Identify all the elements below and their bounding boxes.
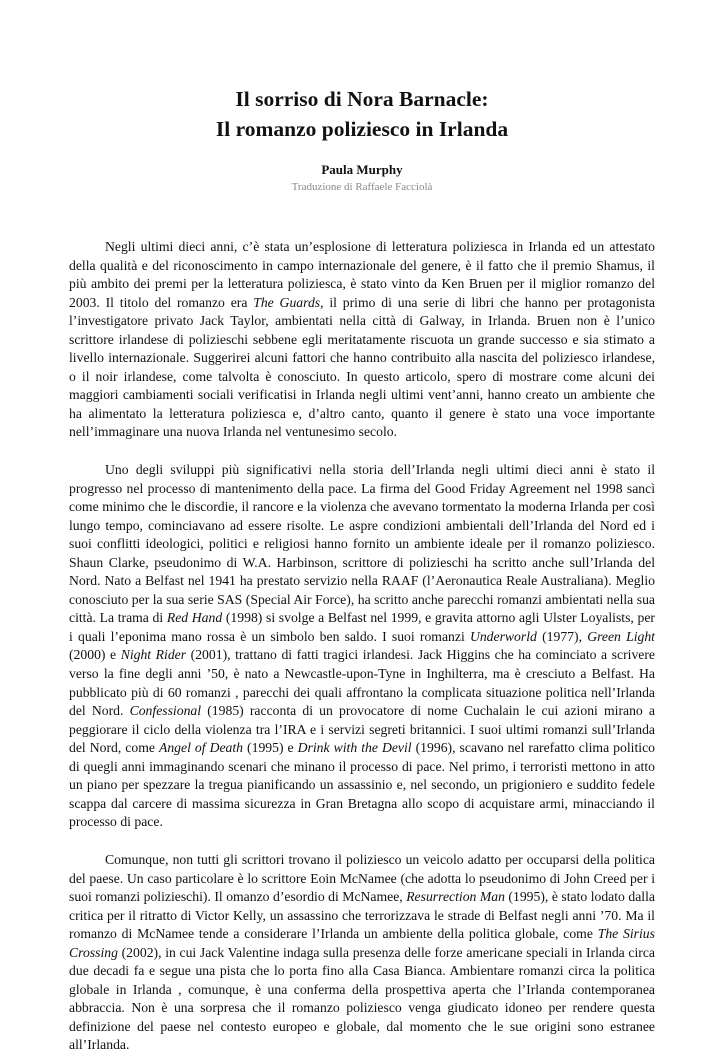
book-title: The Sirius Crossing [69,926,655,960]
article-title [69,84,655,144]
text-run: (1995) e [243,740,298,756]
text-run: (1995), è stato lodato dalla critica per il ritratto di Victor Kelly, un assassino che terrorizzava le strade di Belfast negli anni ’70. Ma il romanzo di McNamee tende a considerare l’Irlanda un ambiente della politica globale, come [69,889,655,942]
title-line-2: Il romanzo poliziesco in Irlanda [215,117,509,141]
text-run: (1998) si svolge a Belfast nel 1999, e gravita attorno agli Ulster Loyalists, per i quali l’eponima mano rossa è un simbolo ben saldo. I suoi romanzi [69,610,655,644]
book-title: Resurrection Man [406,889,505,905]
book-title: Night Rider [120,647,187,663]
book-title: Confessional [129,703,202,719]
text-run: Negli ultimi dieci anni, c’è stata un’esplosione di letteratura poliziesca in Irlanda ed un attestato della qualità e del riconoscimento in campo internazionale del genere, è il fatto che il premio Shamus, il più ambito dei premi per la letteratura poliziesca, è stato vinto da Ken Bruen per il miglior romanzo del 2003. Il titolo del romanzo era [69,239,655,310]
book-title: Angel of Death [158,740,244,756]
paragraph [69,238,655,442]
text-run: , il primo di una serie di libri che hanno per protagonista l’investigatore privato Jack Taylor, ambientati nella città di Galway, in Irlanda. Bruen non è l’unico scrittore irlandese di polizieschi sebbene egli meritatamente riscuota un grande successo e sia stimato a livello internazionale. Suggerirei alcuni fattori che hanno contribuito alla nascita del poliziesco irlandese, o il noir irlandese, come talvolta è conosciuto. In questo articolo, spero di mostrare come alcuni dei maggiori cambiamenti sociali verificatisi in Irlanda negli ultimi vent’anni, hanno creato un ambiente che ha alimentato la letteratura poliziesca e, d’altro canto, quanto il genere è stato una voce importante nell’immaginare una nuova Irlanda nel ventunesimo secolo. [69,294,656,440]
paragraph [69,461,655,832]
article-body [69,238,655,1055]
translator-credit: Traduzione di Raffaele Facciolà [291,181,433,193]
text-run: (2001), trattano di fatti tragici irlandesi. Jack Higgins che ha cominciato a scrivere verso la fine degli anni ’50, è nato a Newcastle-upon-Tyne in Inghilterra, ma è cresciuto a Belfast. Ha pubblicato più di 60 romanzi , parecchi dei quali affrontano la complicata situazione politica nell’Irlanda del Nord. [69,647,655,719]
book-title: Drink with the Devil [297,740,412,756]
text-run: Uno degli sviluppi più significativi nella storia dell’Irlanda negli ultimi dieci anni è stato il progresso nel processo di mantenimento della pace. La firma del Good Friday Agreement nel 1998 sancì come minimo che le discordie, il rancore e la violenza che avevano tormentato la moderna Irlanda per così lungo tempo, cominciavano ad essere risolte. Le aspre condizioni ambientali dell’Irlanda del Nord ed i suoi conflitti ideologici, politici e religiosi hanno fornito un ambiente ideale per il romanzo poliziesco. Shaun Clarke, pseudonimo di W.A. Harbinson, scrittore di polizieschi ha scritto anche sull’Irlanda del Nord. Nato a Belfast nel 1941 ha prestato servizio nella RAAF (l’Aeronautica Reale Australiana). Meglio conosciuto per la sua serie SAS (Special Air Force), ha scritto anche parecchi romanzi ambientati nella sua città. La trama di [69,462,655,626]
book-title: Green Light [587,628,655,644]
text-run: (2002), in cui Jack Valentine indaga sulla presenza delle forze americane speciali in Irlanda circa due decadi fa e segue una pista che lo porta fino alla Casa Bianca. Ambientare romanzi circa la politica globale in Irlanda , comunque, è una conferma della prospettiva aperta che l’Irlanda contemporanea abbraccia. Non è una sorpresa che il romanzo poliziesco venga giudicato idoneo per rendere questa definizione del paese nel contesto europeo e globale, dal momento che le sue origini sono estranee all’Irlanda. [69,944,655,1053]
book-title: The Guards [253,294,321,310]
book-title: Underworld [469,628,537,644]
paragraph [69,851,655,1055]
author-name: Paula Murphy [321,162,403,177]
text-run: (1985) racconta di un provocatore di nome Cuchalain le cui azioni mirano a peggiorare il ciclo della violenza tra l’IRA e i servizi segreti britannici. I suoi ultimi romanzi sull’Irlanda del Nord, come [69,703,655,756]
text-run: (1977), [536,628,588,644]
title-line-1: Il sorriso di Nora Barnacle: [235,87,489,111]
book-title: Red Hand [166,610,223,626]
text-run: Comunque, non tutti gli scrittori trovano il poliziesco un veicolo adatto per occuparsi della politica del paese. Un caso particolare è lo scrittore Eoin McNamee (che adotta lo pseudonimo di John Creed per i suoi romanzi polizieschi). Il omanzo d’esordio di McNamee, [69,851,655,905]
text-run: (1996), scavano nel rarefatto clima politico di quegli anni immaginando scenari che minano il processo di pace. Nel primo, i terroristi mettono in atto un piano per spezzare la tregua pianificando un assassinio e, nel secondo, un prigioniero e suddito fedele scappa dal carcere di massima sicurezza in Gran Bretagna allo scopo di acquistare armi, minacciando il processo di pace. [69,740,655,830]
text-run: (2000) e [69,647,121,663]
